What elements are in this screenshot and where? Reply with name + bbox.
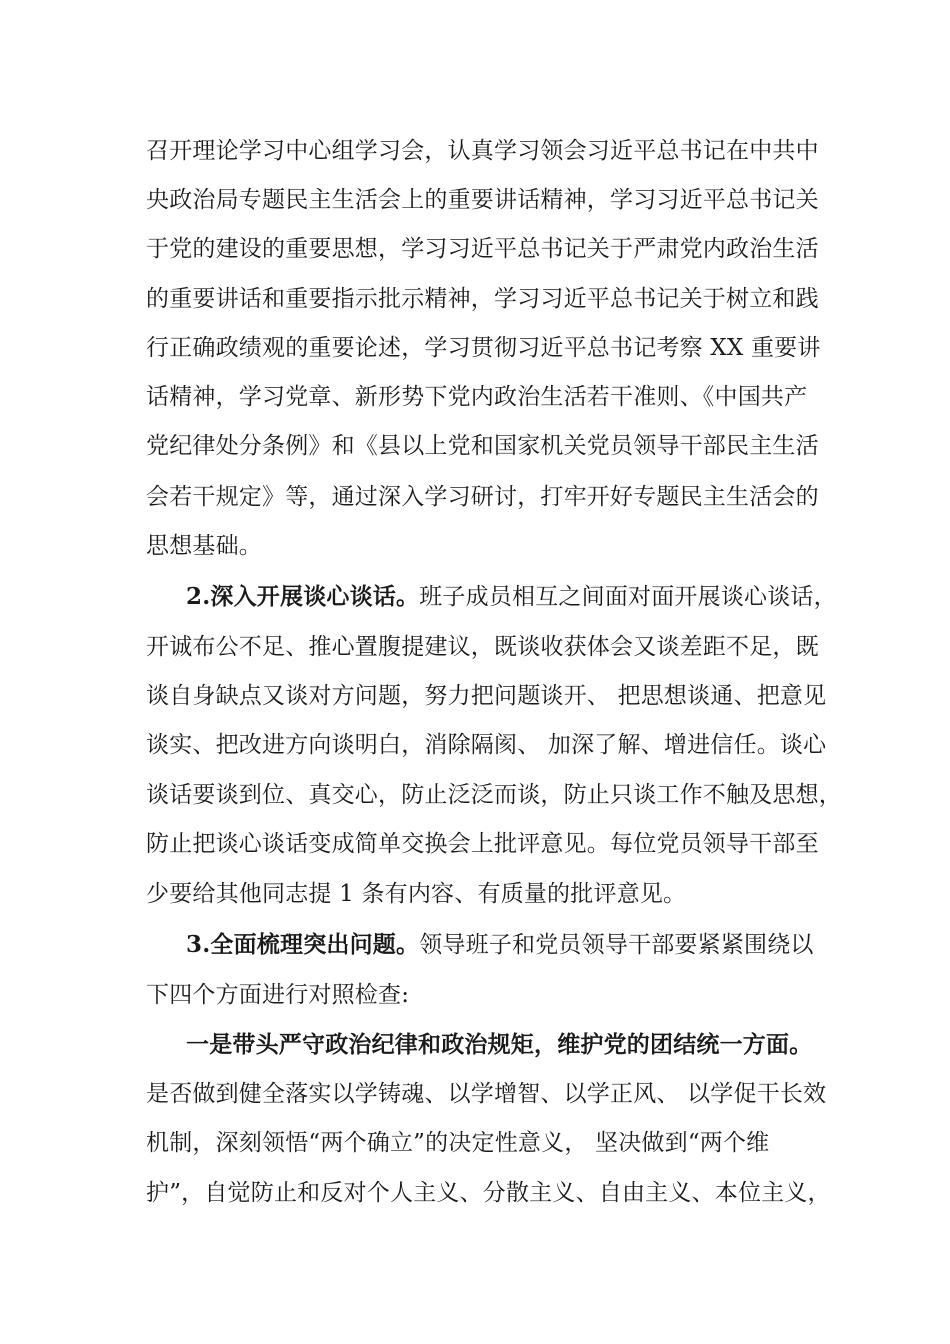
paragraph-heading-line xyxy=(186,1020,812,1070)
body-text-line: 思想基础。 xyxy=(146,533,262,559)
body-text-line: 谈自身缺点又谈对方问题，努力把问题谈开、 把思想谈通、把意见 xyxy=(146,683,827,709)
paragraph-heading: 2.深入开展谈心谈话。 xyxy=(186,583,420,610)
paragraph-heading-line xyxy=(186,572,837,622)
paragraph-heading-line xyxy=(186,920,814,970)
paragraph-text: 班子成员相互之间面对面开展谈心谈话， xyxy=(419,584,837,610)
body-text-line: 行正确政绩观的重要论述，学习贯彻习近平总书记考察 XX 重要讲 xyxy=(146,335,821,361)
body-text-line: 央政治局专题民主生活会上的重要讲话精神，学习习近平总书记关 xyxy=(146,187,819,213)
body-text-line: 谈话要谈到位、真交心，防止泛泛而谈，防止只谈工作不触及思想， xyxy=(146,782,842,808)
body-text-line: 召开理论学习中心组学习会，认真学习领会习近平总书记在中共中 xyxy=(146,138,819,164)
body-text-line: 护”，自觉防止和反对个人主义、分散主义、自由主义、本位主义， xyxy=(146,1180,831,1206)
body-text-line: 下四个方面进行对照检查: xyxy=(146,982,410,1008)
paragraph-text: 领导班子和党员领导干部要紧紧围绕以 xyxy=(419,932,814,958)
body-text-line: 会若干规定》等，通过深入学习研讨，打牢开好专题民主生活会的 xyxy=(146,484,819,510)
paragraph-heading: 一是带头严守政治纪律和政治规矩，维护党的团结统一方面。 xyxy=(186,1031,813,1058)
body-text-line: 是否做到健全落实以学铸魂、以学增智、以学正风、 以学促干长效 xyxy=(146,1081,827,1107)
paragraph-heading: 3.全面梳理突出问题。 xyxy=(186,931,420,958)
body-text-line: 谈实、把改进方向谈明白，消除隔阂、 加深了解、增进信任。谈心 xyxy=(146,732,827,758)
body-text-line: 的重要讲话和重要指示批示精神，学习习近平总书记关于树立和践 xyxy=(146,286,819,312)
body-text-line: 机制，深刻领悟“两个确立”的决定性意义， 坚决做到“两个维 xyxy=(146,1130,770,1156)
body-text-line: 党纪律处分条例》和《县以上党和国家机关党员领导干部民主生活 xyxy=(146,433,819,459)
body-text-line: 话精神，学习党章、新形势下党内政治生活若干准则、《中国共产 xyxy=(146,384,808,410)
body-text-line: 防止把谈心谈话变成简单交换会上批评意见。每位党员领导干部至 xyxy=(146,831,819,857)
body-text-line: 开诚布公不足、推心置腹提建议，既谈收获体会又谈差距不足，既 xyxy=(146,634,819,660)
body-text-line: 于党的建设的重要思想，学习习近平总书记关于严肃党内政治生活 xyxy=(146,236,819,262)
body-text-line: 少要给其他同志提 1 条有内容、有质量的批评意见。 xyxy=(146,881,687,907)
